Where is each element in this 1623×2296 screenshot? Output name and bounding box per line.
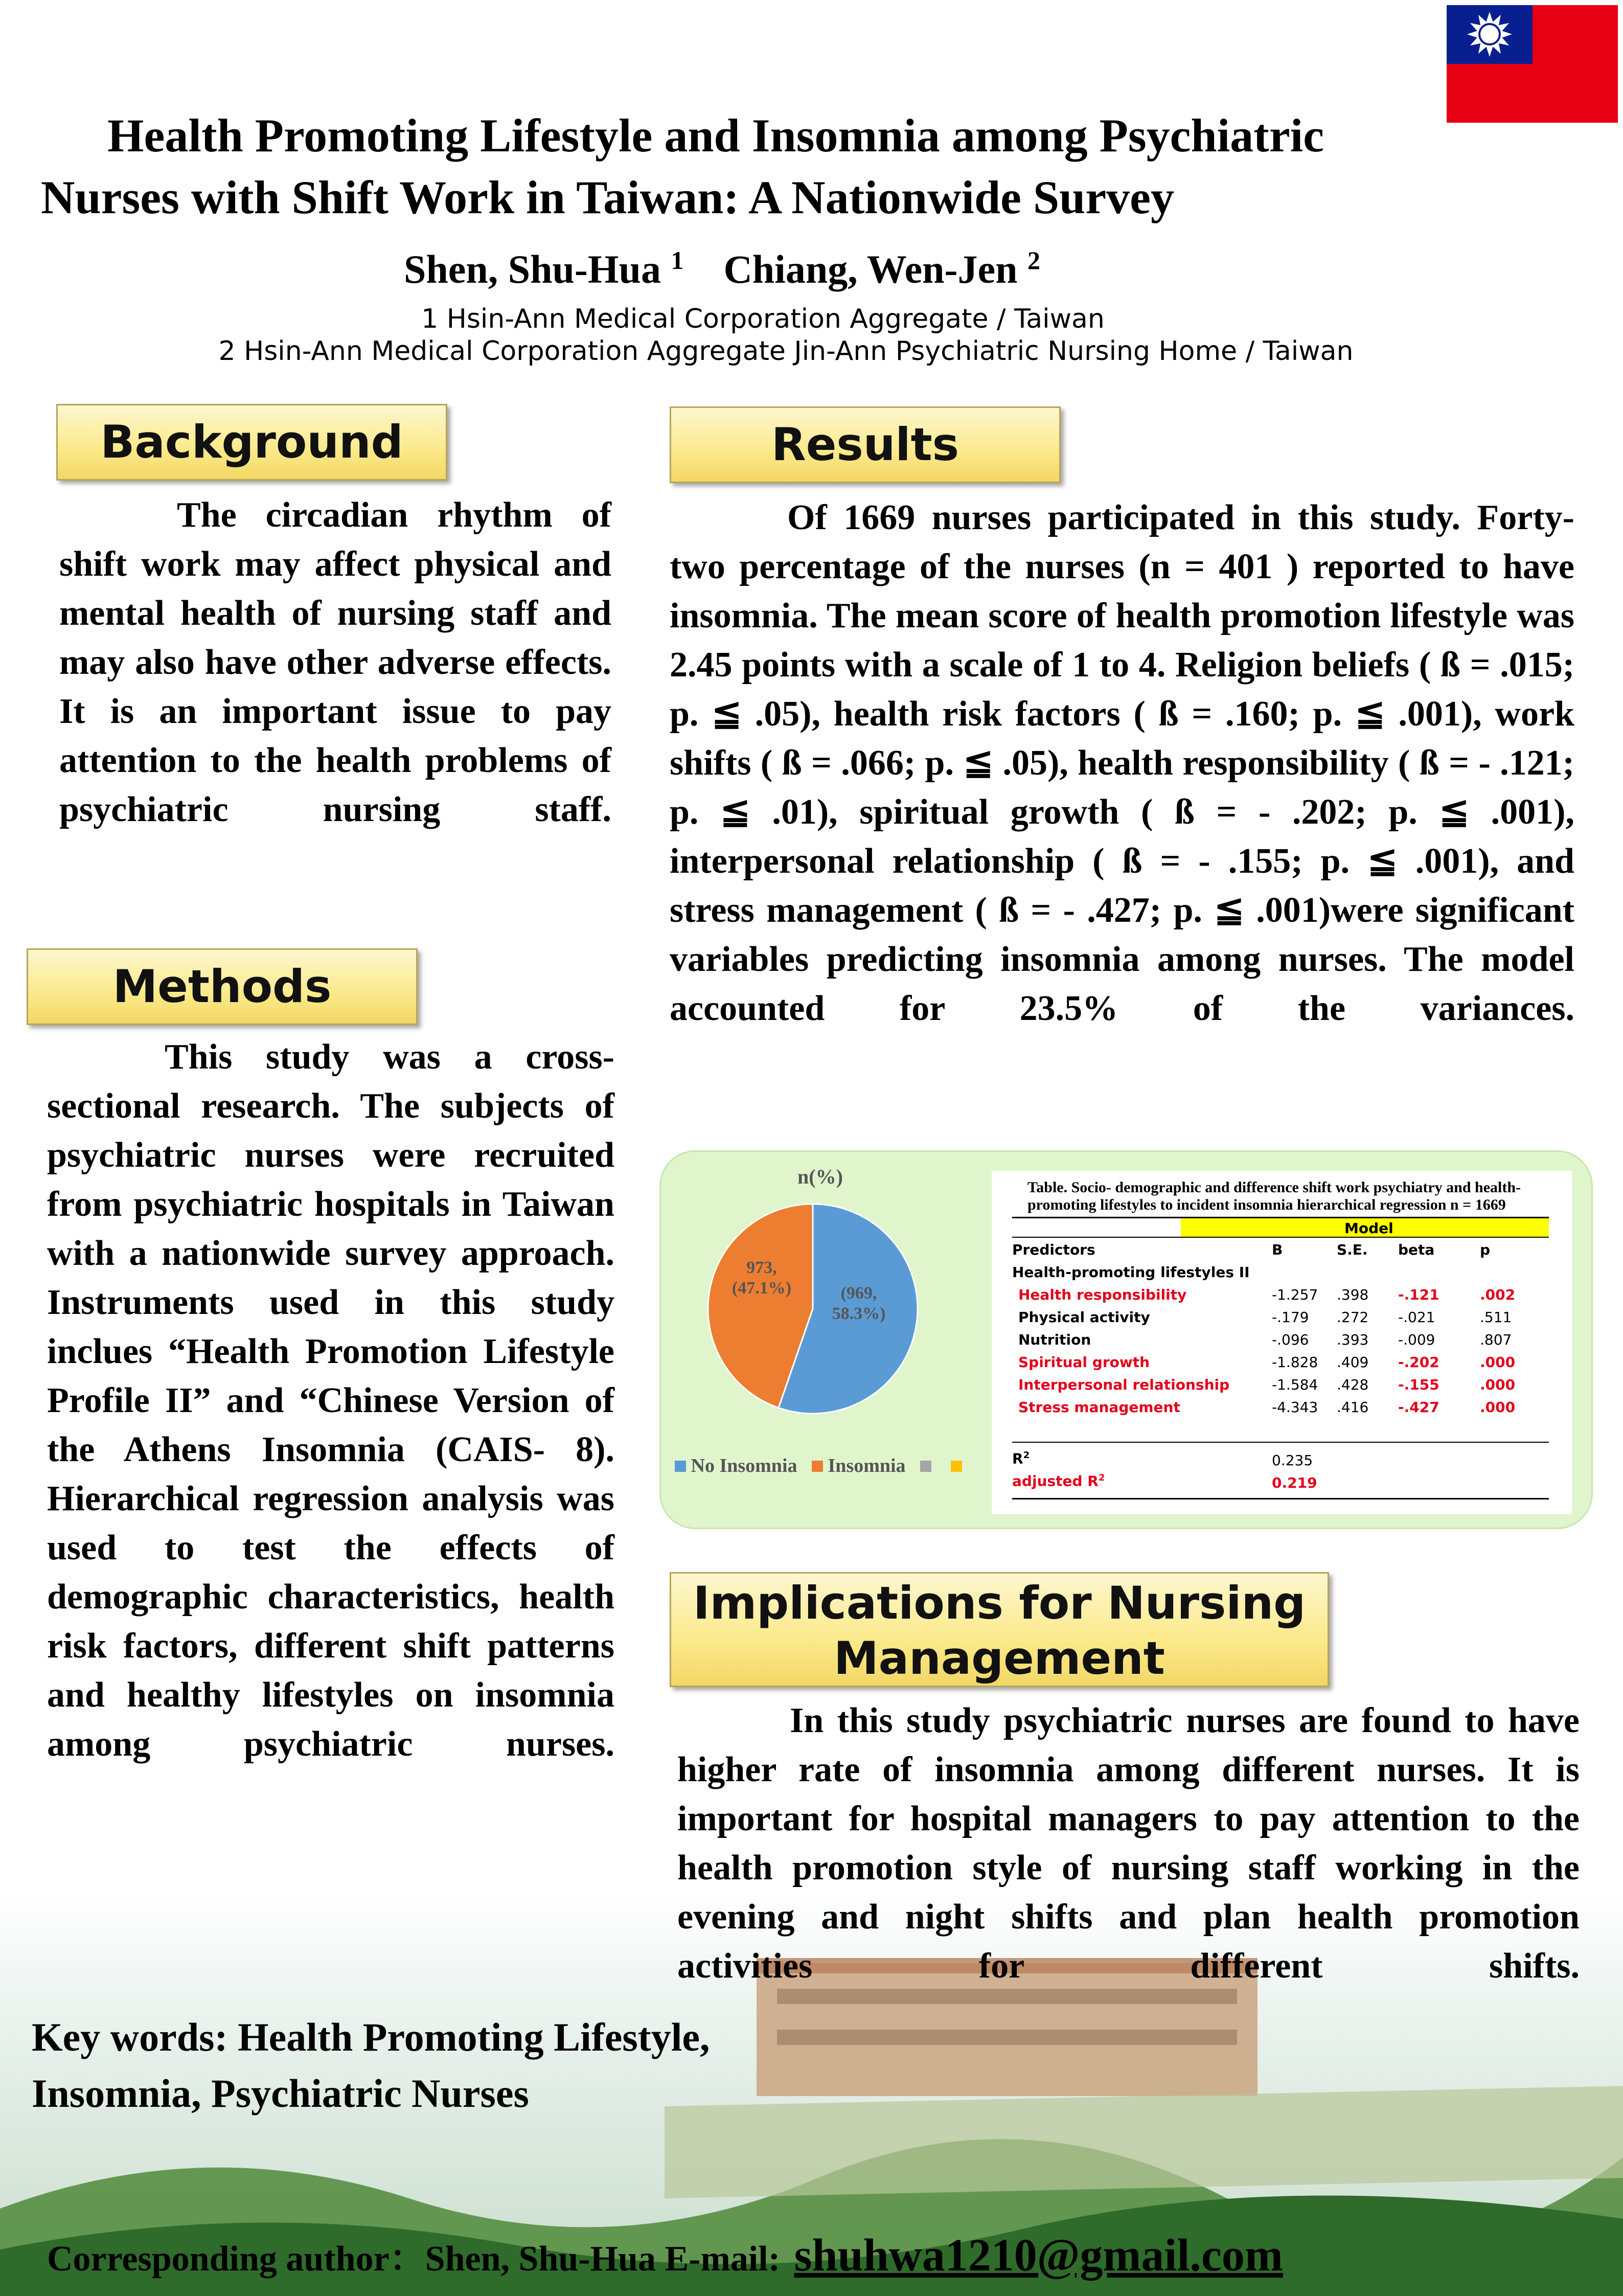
r2-label-text: R [1012, 1450, 1023, 1467]
table-cell-beta: -.009 [1398, 1331, 1435, 1348]
pie-label-insomnia-percent: (47.1%) [732, 1279, 792, 1298]
table-cell-b: -.096 [1272, 1331, 1309, 1348]
table-bottom-rule [1012, 1498, 1549, 1499]
table-cell-p: .000 [1480, 1354, 1516, 1371]
adj-r2-label-sup: 2 [1098, 1472, 1105, 1483]
table-cell-p: .511 [1480, 1309, 1512, 1326]
table-mid-rule [1012, 1442, 1549, 1443]
table-cell-predictor: Interpersonal relationship [1018, 1376, 1230, 1393]
pie-label-no-insomnia-count: (969, [840, 1284, 877, 1303]
pie-legend [675, 1454, 962, 1477]
table-cell-beta: -.202 [1398, 1354, 1439, 1371]
keywords-line2: Insomnia, Psychiatric Nurses [32, 2071, 529, 2116]
implications-heading-line2: Management [834, 1632, 1165, 1685]
table-cell-predictor: Physical activity [1018, 1309, 1150, 1326]
table-cell-se: .428 [1337, 1376, 1369, 1393]
authors-line [0, 245, 1623, 292]
implications-text: In this study psychiatric nurses are found to have higher rate of insomnia among different nurses. It is important for hospital managers to pay attention to the health promotion style of nursing staff working in the evening and night shifts and plan health promotion activities for different shifts. [677, 1701, 1580, 1986]
table-cell-beta: -.121 [1398, 1286, 1439, 1303]
table-cell-b: -4.343 [1272, 1399, 1318, 1416]
table-cell-predictor: Spiritual growth [1018, 1354, 1150, 1371]
poster-title-line1: Health Promoting Lifestyle and Insomnia among Psychiatric [107, 109, 1324, 162]
legend-swatch-gray [920, 1461, 931, 1472]
legend-swatch-insomnia [812, 1461, 823, 1472]
pie-label-no-insomnia-percent: 58.3%) [832, 1304, 886, 1323]
poster-title-line2: Nurses with Shift Work in Taiwan: A Nationwide Survey [41, 171, 1174, 223]
corresponding-author-label: Corresponding author：Shen, Shu-Hua E-mail: [47, 2239, 781, 2279]
table-header-p: p [1480, 1241, 1491, 1258]
table-cell-b: -1.828 [1272, 1354, 1318, 1371]
table-header-b: B [1272, 1241, 1283, 1258]
regression-table [992, 1171, 1572, 1514]
methods-text: This study was a cross-sectional research. The subjects of psychiatric nurses were recruited from psychiatric hospitals in Taiwan with a nationwide survey approach. Instruments used in this study inclues “Health Promotion Lifestyle Profile II” and “Chinese Version of the Athens Insomnia (CAIS- 8). Hierarchical regression analysis was used to test the effects of demographic characteristics, health risk factors, different shift patterns and healthy lifestyles on insomnia among psychiatric nurses. [47, 1037, 614, 1764]
author-2-sup: 2 [1027, 246, 1040, 275]
table-r2-value: 0.235 [1272, 1452, 1313, 1469]
table-caption [1027, 1179, 1521, 1214]
table-r2-label [1012, 1450, 1030, 1467]
background-text: The circadian rhythm of shift work may affect physical and mental health of nursing staff and may also have other adverse effects. It is an important issue to pay attention to the health problems of psychiatric nursing staff. [59, 495, 611, 829]
corresponding-author [47, 2229, 1283, 2282]
table-caption-line2: promoting lifestyles to incident insomnia hierarchical regression n = 1669 [1027, 1196, 1506, 1213]
legend-label-no-insomnia: No Insomnia [691, 1455, 797, 1476]
table-cell-predictor: Nutrition [1018, 1331, 1091, 1348]
table-header-beta: beta [1398, 1241, 1435, 1258]
author-email-link[interactable]: shuhwa1210@gmail.com [794, 2230, 1283, 2281]
implications-heading [670, 1572, 1329, 1687]
r2-label-sup: 2 [1023, 1450, 1030, 1461]
pie-label-insomnia-count: 973, [746, 1258, 777, 1277]
author-1: Shen, Shu-Hua [404, 247, 661, 291]
table-cell-predictor: Stress management [1018, 1399, 1180, 1416]
background-heading: Background [56, 404, 447, 481]
implications-heading-line1: Implications for Nursing [693, 1577, 1306, 1629]
table-cell-p: .807 [1480, 1331, 1512, 1348]
table-group-label: Health-promoting lifestyles II [1012, 1264, 1250, 1281]
table-cell-beta: -.427 [1398, 1399, 1439, 1416]
table-cell-se: .398 [1337, 1286, 1369, 1303]
table-cell-b: -.179 [1272, 1309, 1309, 1326]
table-adj-r2-label [1012, 1472, 1105, 1489]
table-header-predictors: Predictors [1012, 1241, 1095, 1258]
table-cell-p: .002 [1480, 1286, 1516, 1303]
table-cell-p: .000 [1480, 1376, 1516, 1393]
table-model-label: Model [1344, 1220, 1393, 1237]
table-cell-b: -1.584 [1272, 1376, 1318, 1393]
legend-swatch-yellow [951, 1461, 962, 1472]
table-cell-se: .272 [1337, 1309, 1369, 1326]
table-header-rule [1012, 1237, 1549, 1238]
methods-heading: Methods [27, 948, 418, 1025]
table-caption-line1: Table. Socio- demographic and difference shift work psychiatry and health- [1027, 1179, 1521, 1196]
table-cell-predictor: Health responsibility [1018, 1286, 1187, 1303]
author-2: Chiang, Wen-Jen [723, 247, 1018, 291]
table-cell-se: .416 [1337, 1399, 1369, 1416]
legend-label-insomnia: Insomnia [828, 1455, 906, 1476]
table-header-se: S.E. [1337, 1241, 1368, 1258]
results-text: Of 1669 nurses participated in this study. Forty-two percentage of the nurses (n = 401 ) reported to have insomnia. The mean score of health promotion lifestyle was 2.45 points with a scale of 1 to 4. Religion beliefs ( ß = .015; p. ≦ .05), health risk factors ( ß = .160; p. ≦ .001), work shifts ( ß = .066; p. ≦ .05), health responsibility ( ß = - .121; p. ≦ .01), spiritual growth ( ß = - .202; p. ≦ .001), interpersonal relationship ( ß = - .155; p. ≦ .001), and stress management ( ß = - .427; p. ≦ .001)were significant variables predicting insomnia among nurses. The model accounted for 23.5% of the variances. [670, 498, 1574, 1028]
affiliation-1: 1 Hsin-Ann Medical Corporation Aggregate / Taiwan [421, 304, 1105, 334]
table-adj-r2-value: 0.219 [1272, 1474, 1317, 1491]
keywords-line1: Key words: Health Promoting Lifestyle, [32, 2015, 710, 2059]
affiliation-2: 2 Hsin-Ann Medical Corporation Aggregate Jin-Ann Psychiatric Nursing Home / Taiwan [218, 336, 1354, 367]
legend-swatch-no-insomnia [675, 1461, 686, 1472]
adj-r2-label-text: adjusted R [1012, 1472, 1099, 1490]
table-cell-se: .393 [1337, 1331, 1369, 1348]
table-cell-b: -1.257 [1272, 1286, 1318, 1303]
table-cell-beta: -.021 [1398, 1309, 1435, 1326]
insomnia-pie-chart [705, 1191, 920, 1437]
results-heading: Results [670, 406, 1061, 483]
taiwan-flag-icon [1447, 5, 1618, 123]
author-1-sup: 1 [671, 246, 684, 275]
pie-chart-title: n(%) [797, 1165, 843, 1188]
table-cell-p: .000 [1480, 1399, 1516, 1416]
table-cell-se: .409 [1337, 1354, 1369, 1371]
table-cell-beta: -.155 [1398, 1376, 1439, 1393]
